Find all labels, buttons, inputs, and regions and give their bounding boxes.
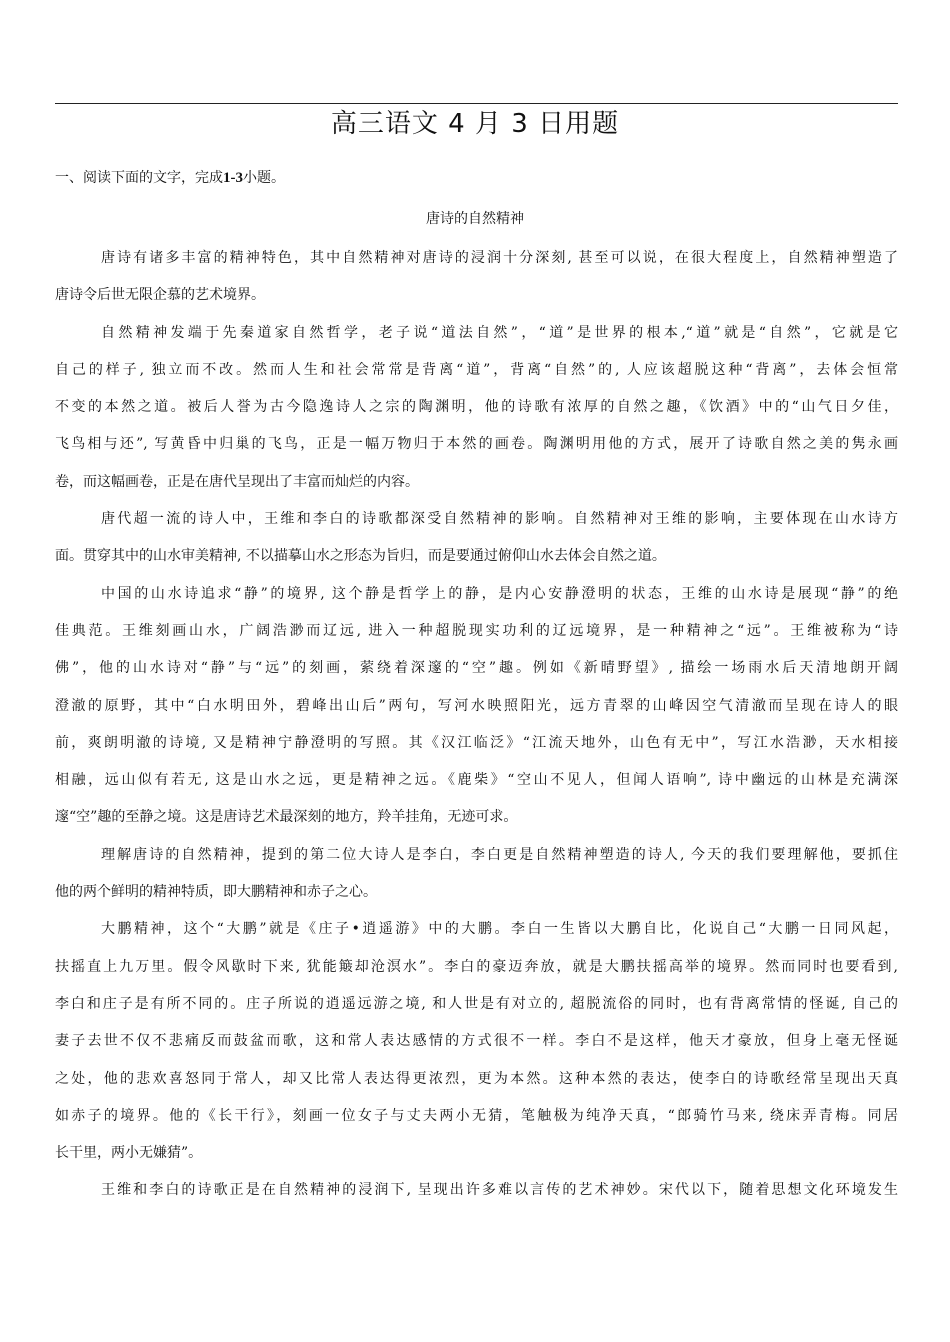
- passage-line: 自己的样子, 独立而不改。然而人生和社会常常是背离“道”，背离“自然”的, 人应该超脱这种“背离”，去体会恒常: [55, 361, 898, 378]
- header-rule: [55, 103, 898, 104]
- passage-line: 李白和庄子是有所不同的。庄子所说的逍遥远游之境, 和人世是有对立的, 超脱流俗的同时，也有背离常情的怪诞, 自己的: [55, 995, 898, 1012]
- section-heading-range: 1-3: [223, 170, 243, 186]
- passage-line: 他的两个鲜明的精神特质，即大鹏精神和赤子之心。: [55, 884, 377, 901]
- passage-title: 唐诗的自然精神: [426, 211, 524, 227]
- section-heading-suffix: 小题。: [243, 170, 285, 186]
- passage-line: 大鹏精神，这个“大鹏”就是《庄子•逍遥游》中的大鹏。李白一生皆以大鹏自比，化说自己“大鹏一日同风起，: [101, 921, 898, 938]
- passage-line: 面。贯穿其中的山水审美精神, 不以描摹山水之形态为旨归，而是要通过俯仰山水去体会自然之道。: [55, 548, 666, 565]
- page-title: 高三语文 4 月 3 日用题: [330, 109, 620, 139]
- passage-line: 理解唐诗的自然精神，提到的第二位大诗人是李白，李白更是自然精神塑造的诗人, 今天的我们要理解他，要抓住: [101, 846, 898, 863]
- passage-line: 妻子去世不仅不悲痛反而鼓盆而歌，这和常人表达感情的方式很不一样。李白不是这样，他天才豪放，但身上毫无怪诞: [55, 1033, 898, 1050]
- passage-body: [55, 240, 898, 1210]
- passage-line: 澄澈的原野，其中“白水明田外，碧峰出山后”两句，写河水映照阳光，远方青翠的山峰因空气清澈而呈现在诗人的眼: [55, 697, 898, 714]
- passage-line: 飞鸟相与还”, 写黄昏中归巢的飞鸟，正是一幅万物归于本然的画卷。陶渊明用他的方式，展开了诗歌自然之美的隽永画: [55, 436, 898, 453]
- passage-line: 佳典范。王维刻画山水，广阔浩渺而辽远, 进入一种超脱现实功利的辽远境界，是一种精神之“远”。王维被称为“诗: [55, 622, 898, 639]
- passage-line: 如赤子的境界。他的《长干行》，刻画一位女子与丈夫两小无猜，笔触极为纯净天真，“郎骑竹马来, 绕床弄青梅。同居: [55, 1107, 898, 1124]
- passage-line: 之处，他的悲欢喜怒同于常人，却又比常人表达得更浓烈，更为本然。这种本然的表达，使李白的诗歌经常呈现出天真: [55, 1070, 898, 1087]
- passage-line: 佛”，他的山水诗对“静”与“远”的刻画，萦绕着深邃的“空”趣。例如《新晴野望》, 描绘一场雨水后天清地朗开阔: [55, 660, 898, 677]
- passage-line: 扶摇直上九万里。假令风歇时下来, 犹能簸却沧溟水”。李白的豪迈奔放，就是大鹏扶摇高举的境界。然而同时也要看到,: [55, 958, 898, 975]
- passage-line: 邃“空”趣的至静之境。这是唐诗艺术最深刻的地方，羚羊挂角，无迹可求。: [55, 809, 518, 826]
- passage-line: 自然精神发端于先秦道家自然哲学，老子说“道法自然”，“道”是世界的根本,“道”就是“自然”，它就是它: [101, 324, 898, 341]
- passage-line: 唐诗有诸多丰富的精神特色，其中自然精神对唐诗的浸润十分深刻, 甚至可以说，在很大程度上，自然精神塑造了: [101, 250, 898, 266]
- passage-line: 唐诗令后世无限企慕的艺术境界。: [55, 287, 265, 304]
- section-heading: [55, 166, 898, 190]
- section-heading-prefix: 一、阅读下面的文字，完成: [55, 170, 223, 186]
- passage-line: 长干里，两小无嫌猜”。: [55, 1145, 203, 1162]
- passage-line: 不变的本然之道。被后人誉为古今隐逸诗人之宗的陶渊明，他的诗歌有浓厚的自然之趣，《饮酒》中的“山气日夕佳，: [55, 399, 898, 416]
- passage-line: 王维和李白的诗歌正是在自然精神的浸润下, 呈现出许多难以言传的艺术神妙。宋代以下，随着思想文化环境发生: [101, 1182, 898, 1199]
- passage-line: 中国的山水诗追求“静”的境界, 这个静是哲学上的静，是内心安静澄明的状态，王维的山水诗是展现“静”的绝: [101, 585, 898, 602]
- passage-line: 唐代超一流的诗人中，王维和李白的诗歌都深受自然精神的影响。自然精神对王维的影响，主要体现在山水诗方: [101, 511, 898, 528]
- passage-line: 前，爽朗明澈的诗境, 又是精神宁静澄明的写照。其《汉江临泛》“江流天地外，山色有无中”，写江水浩渺，天水相接: [55, 734, 898, 751]
- passage-line: 相融，远山似有若无, 这是山水之远，更是精神之远。《鹿柴》“空山不见人，但闻人语响”, 诗中幽远的山林是充满深: [55, 772, 898, 789]
- passage-line: 卷，而这幅画卷，正是在唐代呈现出了丰富而灿烂的内容。: [55, 473, 419, 490]
